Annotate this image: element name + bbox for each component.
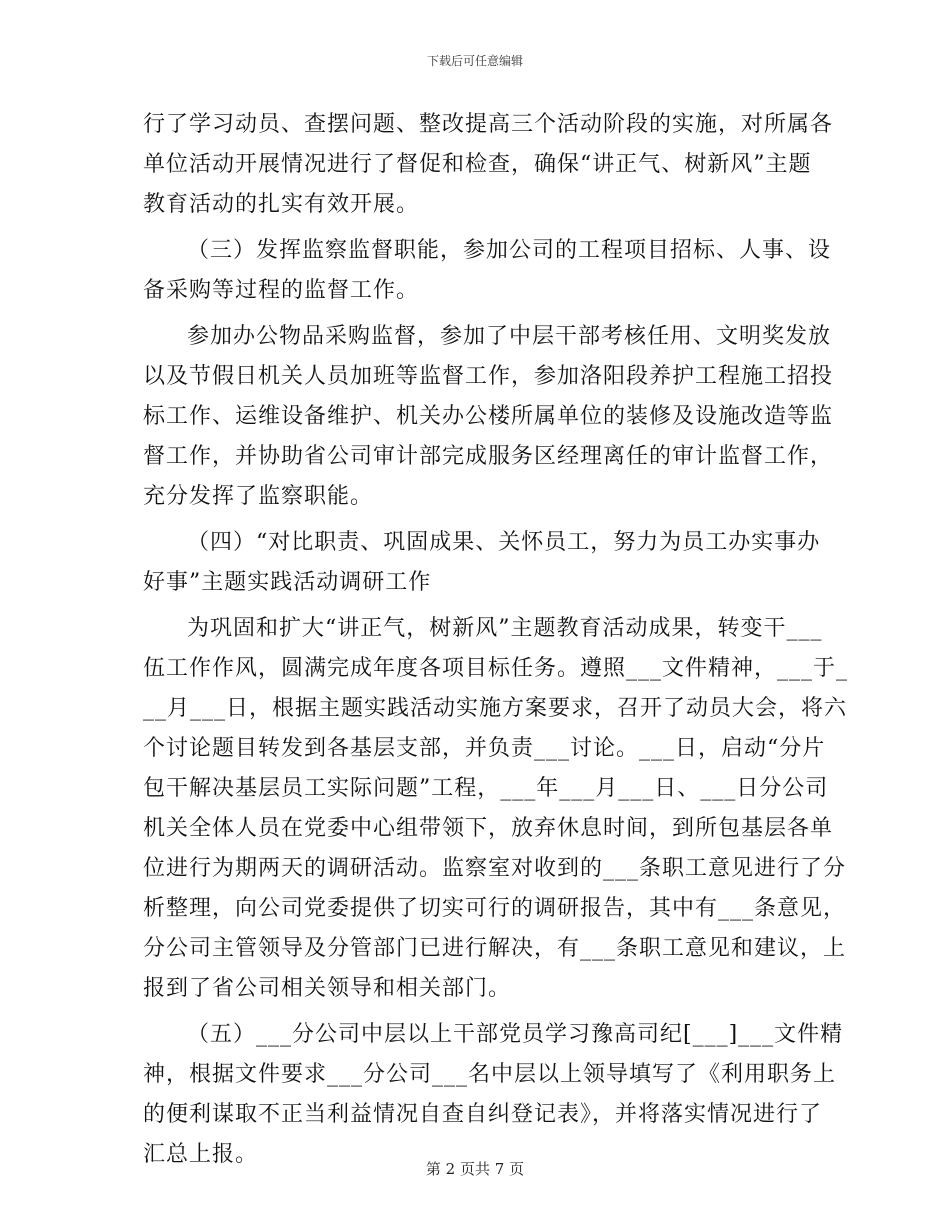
document-body [143,105,849,1175]
text-line: 个讨论题目转发到各基层支部，并负责___讨论。___日，启动“分片 [143,736,826,761]
text-line: 分公司主管领导及分管部门已进行解决，有___条职工意见和建议，上 [143,936,847,961]
paragraph-section-5 [143,1015,844,1175]
text-line: 行了学习动员、查摆问题、整改提高三个活动阶段的实施，对所属各 [143,112,834,137]
text-line: 备采购等过程的监督工作。 [143,278,420,303]
text-line: 报到了省公司相关领导和相关部门。 [143,976,512,1001]
text-line: 以及节假日机关人员加班等监督工作，参加洛阳段养护工程施工招投 [143,364,834,389]
paragraph [143,317,834,517]
paragraph [143,105,834,225]
section-heading-line: （五）___分公司中层以上干部党员学习豫高司纪[___]___文件精 [187,1022,844,1047]
text-line: 的便利谋取不正当利益情况自查自纠登记表》，并将落实情况进行了 [143,1102,823,1127]
text-line: 为巩固和扩大“讲正气，树新风”主题教育活动成果，转变干___ [187,616,823,641]
text-line: 参加办公物品采购监督，参加了中层干部考核任用、文明奖发放 [187,324,832,349]
section-heading-line: （四）“对比职责、巩固成果、关怀员工，努力为员工办实事办 [187,530,821,555]
text-line: __月___日，根据主题实践活动实施方案要求，召开了动员大会，将六 [143,696,848,721]
page-header: 下载后可任意编辑 [426,54,523,68]
paragraph-section-3 [143,231,832,311]
text-line: 位进行为期两天的调研活动。监察室对收到的___条职工意见进行了分 [143,856,847,881]
text-line: 标工作、运维设备维护、机关办公楼所属单位的装修及设施改造等监 [143,404,834,429]
text-line: 教育活动的扎实有效开展。 [143,192,420,217]
text-line: 充分发挥了监察职能。 [143,484,374,509]
paragraph [143,609,849,1009]
text-line: 析整理，向公司党委提供了切实可行的调研报告，其中有___条意见， [143,896,847,921]
text-line: 好事”主题实践活动调研工作 [143,570,432,595]
section-heading-line: （三）发挥监察监督职能，参加公司的工程项目招标、人事、设 [187,238,832,263]
text-line: 伍工作作风，圆满完成年度各项目标任务。遵照___文件精神，___于_ [143,656,849,681]
page-number: 第 2 页共 7 页 [425,1160,525,1178]
text-line: 包干解决基层员工实际问题”工程，___年___月___日、___日分公司 [143,776,829,801]
paragraph-section-4 [143,523,821,603]
text-line: 汇总上报。 [143,1142,259,1167]
text-line: 神，根据文件要求___分公司___名中层以上领导填写了《利用职务上 [143,1062,837,1087]
text-line: 督工作，并协助省公司审计部完成服务区经理离任的审计监督工作， [143,444,834,469]
text-line: 机关全体人员在党委中心组带领下，放弃休息时间，到所包基层各单 [143,816,834,841]
text-line: 单位活动开展情况进行了督促和检查，确保“讲正气、树新风”主题 [143,152,812,177]
